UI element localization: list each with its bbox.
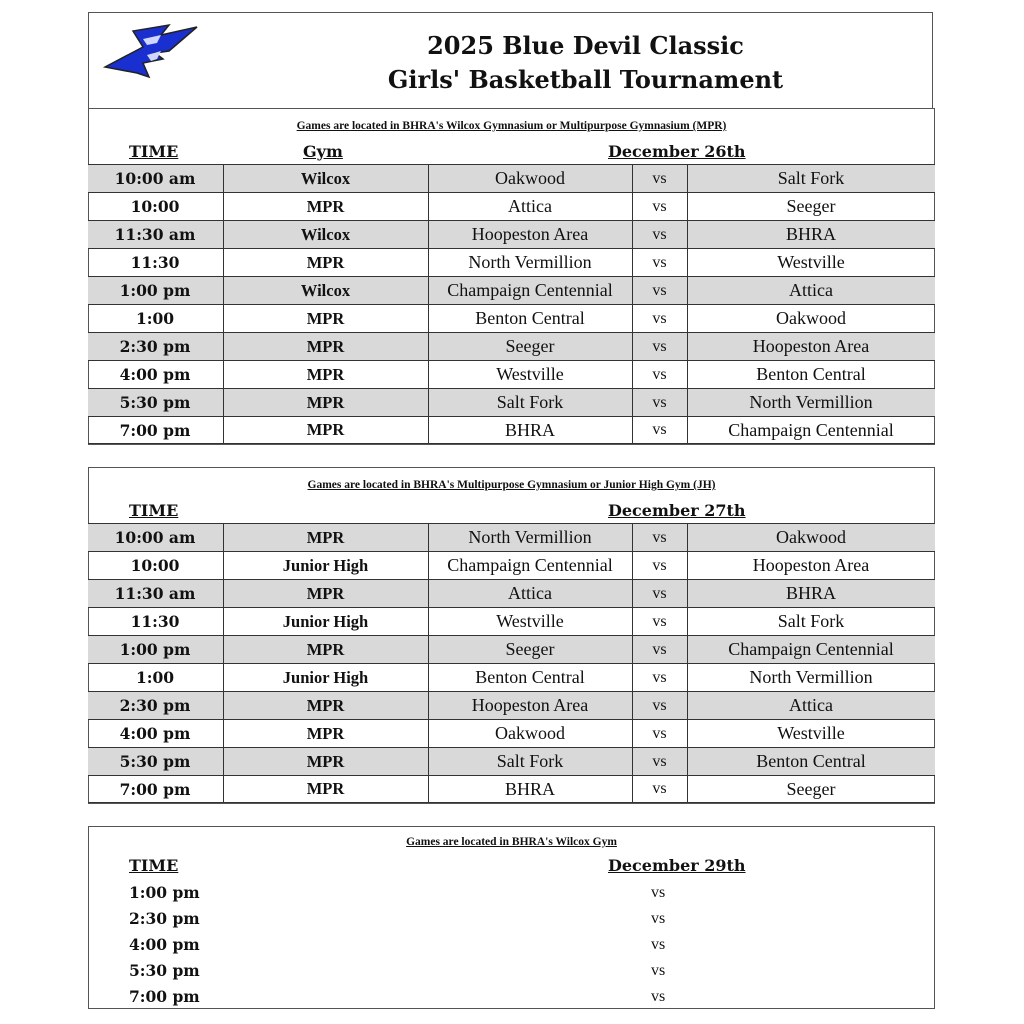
game-time: 1:00 pm [129,883,200,902]
home-team: Westville [428,361,632,388]
home-team: Salt Fork [428,748,632,775]
away-team: Westville [687,720,935,747]
versus-label: vs [632,692,687,719]
versus-label: vs [632,249,687,276]
versus-label: vs [651,910,666,927]
home-team: BHRA [428,417,632,443]
table-row [88,579,935,607]
table-row [88,248,935,276]
home-team: Champaign Centennial [428,277,632,304]
schedule-section-dec-29 [88,826,935,1009]
versus-label: vs [632,580,687,607]
table-row [88,551,935,579]
table-row [88,663,935,691]
versus-label: vs [632,221,687,248]
date-header: December 26th [608,142,746,161]
game-time: 2:30 pm [129,909,200,928]
table-row [88,607,935,635]
versus-label: vs [632,361,687,388]
home-team: Westville [428,608,632,635]
game-gym: MPR [223,417,428,443]
home-team: Benton Central [428,664,632,691]
game-time: 1:00 [135,668,175,687]
game-gym: MPR [223,333,428,360]
game-time: 1:00 pm [119,281,191,300]
table-row [88,416,935,444]
game-gym: MPR [223,361,428,388]
game-time: 5:30 pm [119,752,191,771]
location-note: Games are located in BHRA's Multipurpose Gymnasium or Junior High Gym (JH) [307,479,716,491]
versus-label: vs [632,333,687,360]
game-time: 7:00 pm [119,779,191,799]
game-gym: MPR [223,776,428,802]
home-team: Salt Fork [428,389,632,416]
games-table [88,164,935,444]
home-team: Hoopeston Area [428,692,632,719]
away-team: North Vermillion [687,664,935,691]
table-row [88,220,935,248]
game-time: 2:30 pm [119,696,191,715]
game-gym: Wilcox [223,277,428,304]
table-row [88,523,935,551]
versus-label: vs [632,720,687,747]
away-team: BHRA [687,221,935,248]
game-gym: MPR [223,636,428,663]
home-team: North Vermillion [428,249,632,276]
game-time: 11:30 am [114,584,196,603]
versus-label: vs [632,277,687,304]
versus-label: vs [651,936,666,953]
game-time: 7:00 pm [119,420,191,440]
versus-label: vs [632,193,687,220]
game-time: 1:00 [135,309,175,328]
game-gym: MPR [223,389,428,416]
game-gym: MPR [223,692,428,719]
home-team: Oakwood [428,720,632,747]
table-row [88,332,935,360]
game-gym: MPR [223,249,428,276]
versus-label: vs [651,988,666,1005]
list-item [89,880,934,906]
schedule-section-dec-27 [88,467,935,804]
table-row [88,192,935,220]
game-gym: Junior High [223,608,428,635]
date-header: December 27th [608,501,746,520]
home-team: Benton Central [428,305,632,332]
game-gym: MPR [223,305,428,332]
game-time: 4:00 pm [119,724,191,743]
game-time: 7:00 pm [129,987,200,1006]
versus-label: vs [632,664,687,691]
table-row [88,635,935,663]
game-time: 10:00 am [114,528,196,547]
away-team: BHRA [687,580,935,607]
away-team: Champaign Centennial [687,417,935,443]
game-time: 10:00 [130,556,180,575]
versus-label: vs [651,962,666,979]
home-team: North Vermillion [428,524,632,551]
list-item [89,984,934,1010]
away-team: Attica [687,277,935,304]
game-gym: MPR [223,720,428,747]
table-row [88,719,935,747]
game-gym: MPR [223,524,428,551]
versus-label: vs [632,776,687,802]
list-item [89,932,934,958]
away-team: Champaign Centennial [687,636,935,663]
versus-label: vs [632,608,687,635]
versus-label: vs [651,884,666,901]
versus-label: vs [632,552,687,579]
game-time: 4:00 pm [119,365,191,384]
table-row [88,360,935,388]
table-row [88,691,935,719]
tournament-title: 2025 Blue Devil Classic [427,31,744,60]
table-row [88,388,935,416]
versus-label: vs [632,165,687,192]
list-item [89,958,934,984]
game-gym: MPR [223,580,428,607]
home-team: Oakwood [428,165,632,192]
table-row [88,304,935,332]
home-team: Champaign Centennial [428,552,632,579]
home-team: Seeger [428,636,632,663]
time-header: TIME [129,142,179,161]
list-item [89,906,934,932]
time-header: TIME [129,856,179,875]
away-team: Attica [687,692,935,719]
away-team: Benton Central [687,361,935,388]
home-team: Attica [428,580,632,607]
title-block [88,12,933,109]
home-team: Seeger [428,333,632,360]
away-team: Seeger [687,776,935,802]
game-time: 1:00 pm [119,640,191,659]
game-time: 10:00 am [114,169,196,188]
versus-label: vs [632,417,687,443]
game-time: 4:00 pm [129,935,200,954]
home-team: Attica [428,193,632,220]
game-time: 5:30 pm [129,961,200,980]
away-team: Benton Central [687,748,935,775]
location-note: Games are located in BHRA's Wilcox Gym [406,836,617,848]
game-gym: MPR [223,748,428,775]
away-team: Salt Fork [687,165,935,192]
game-gym: Wilcox [223,221,428,248]
away-team: Salt Fork [687,608,935,635]
game-time: 10:00 [130,197,180,216]
table-row [88,747,935,775]
blue-devil-logo [103,17,199,81]
away-team: Oakwood [687,305,935,332]
versus-label: vs [632,524,687,551]
table-row [88,164,935,192]
gym-header: Gym [303,142,343,161]
tournament-subtitle: Girls' Basketball Tournament [387,65,784,94]
away-team: Oakwood [687,524,935,551]
versus-label: vs [632,636,687,663]
time-header: TIME [129,501,179,520]
versus-label: vs [632,389,687,416]
table-row [88,775,935,803]
home-team: Hoopeston Area [428,221,632,248]
games-table [88,523,935,803]
game-time: 11:30 [130,612,180,631]
home-team: BHRA [428,776,632,802]
versus-label: vs [632,305,687,332]
game-time: 2:30 pm [119,337,191,356]
away-team: Westville [687,249,935,276]
date-header: December 29th [608,856,746,875]
game-gym: Wilcox [223,165,428,192]
location-note: Games are located in BHRA's Wilcox Gymnasium or Multipurpose Gymnasium (MPR) [296,120,727,132]
game-gym: Junior High [223,552,428,579]
away-team: Hoopeston Area [687,333,935,360]
game-time: 11:30 [130,253,180,272]
away-team: North Vermillion [687,389,935,416]
away-team: Seeger [687,193,935,220]
game-time: 5:30 pm [119,393,191,412]
schedule-section-dec-26 [88,108,935,445]
table-row [88,276,935,304]
away-team: Hoopeston Area [687,552,935,579]
game-time: 11:30 am [114,225,196,244]
versus-label: vs [632,748,687,775]
game-gym: MPR [223,193,428,220]
game-gym: Junior High [223,664,428,691]
